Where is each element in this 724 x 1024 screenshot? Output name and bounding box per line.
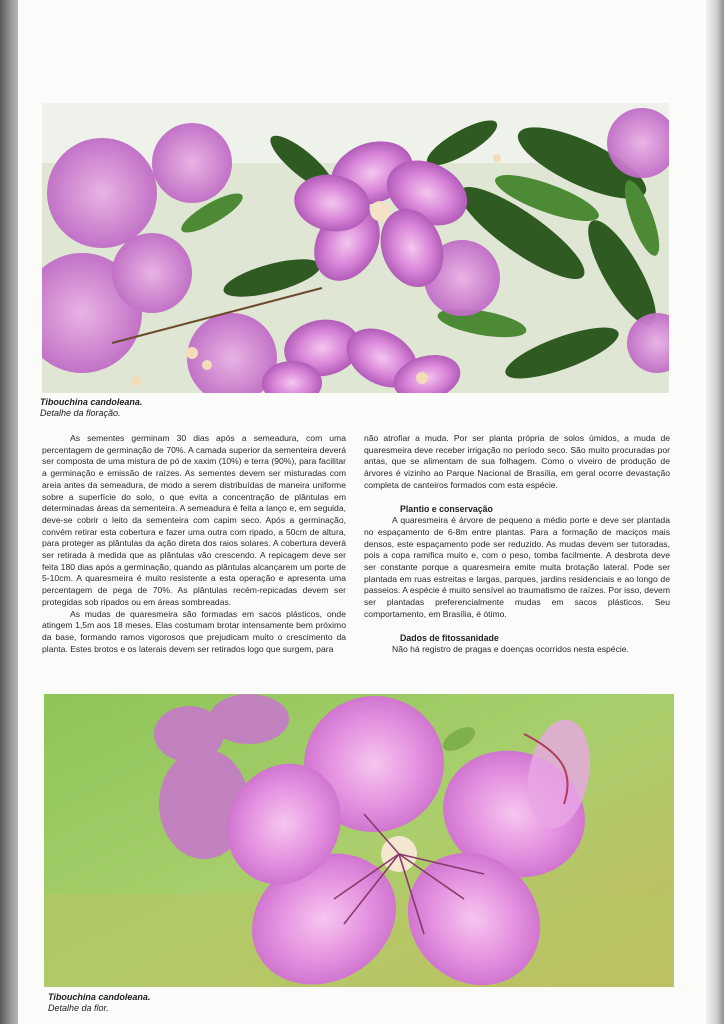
bottom-photo-caption: [48, 992, 150, 1014]
flower-closeup-photo-image: [44, 694, 674, 987]
paragraph: As mudas de quaresmeira são formadas em sacos plásticos, onde atingem 1,5m aos 18 meses. Elas costumam brotar intensamente bem próximo da base, formando ramos vigorosos que prejudicam muito o crescimento da planta. Estes brotos e os laterais devem ser retirados logo que surgem, para: [42, 608, 346, 654]
caption-detail: Detalhe da flor.: [48, 1003, 109, 1013]
paragraph: Não há registro de pragas e doenças ocorridos nesta espécie.: [392, 644, 629, 655]
flower-closeup-photo: [44, 694, 674, 987]
caption-detail: Detalhe da floração.: [40, 408, 121, 418]
caption-species: Tibouchina candoleana.: [48, 992, 151, 1002]
page-edge-shadow: [706, 0, 724, 1024]
paragraph: não atrofiar a muda. Por ser planta própria de solos úmidos, a muda de quaresmeira deve receber irrigação no período seco. São muito procuradas por antas, que se alimentam de sua folhagem. Como o viveiro de produção de árvores é vizinho ao Parque Nacional de Brasília, em geral ocorre devastação completa de canteiros formados com esta espécie.: [364, 433, 670, 490]
caption-species: Tibouchina candoleana.: [40, 397, 143, 407]
paragraph: A quaresmeira é árvore de pequeno a médio porte e deve ser plantada no espaçamento de 6-8m entre plantas. Para a formação de maciços mais densos, este espaçamento pode ser reduzido. As mudas devem ser tutoradas, pois a copa ramifica muito e, com o peso, tomba facilmente. A desbrota deve ser constante porque a quaresmeira emite muita brotação lateral. Pode ser plantada em ruas estreitas e largas, parques, jardins residenciais e ao longo de passeios. A espécie é muito sensível ao traumatismo de raízes. Por isso, devem ser plantadas preferencialmente mudas em sacos plásticos. Seu comportamento, em Brasília, é ótimo.: [364, 515, 670, 619]
section-heading-phytosanitary: Dados de fitossanidade: [400, 632, 499, 643]
left-text-column: [42, 433, 346, 655]
right-text-column: [364, 433, 670, 656]
flowering-photo: [42, 103, 669, 393]
top-photo-caption: [40, 397, 142, 419]
paragraph: As sementes germinam 30 dias após a semeadura, com uma percentagem de germinação de 70%. A camada superior da sementeira deverá ser composta de uma mistura de pó de xaxim (10%) e terra (90%), para facilitar a germinação e emissão de raízes. As sementes devem ser misturadas com areia antes da semeadura, de modo a serem distribuídas de maneira uniforme sobre a superfície do solo, o que evita a concentração de plântulas em determinadas áreas da sementeira. A semeadura é feita a lanço e, em seguida, deve-se cobrir o leito da sementeira com capim seco. Após a germinação, convém retirar esta cobertura e fazer uma outra com ripado, a 50cm de altura, para proteger as plântulas da ação direta dos raios solares. A cobertura deverá ser retirada à medida que as plântulas vão crescendo. A repicagem deve ser feita 180 dias após a germinação, quando as plântulas alcançarem um porte de 5-10cm. A quaresmeira é muito resistente a esta operação e apresenta uma percentagem de pega de 70%. As plântulas recém-repicadas devem ser protegidas sob ripados ou em áreas sombreadas.: [42, 433, 346, 607]
section-heading-planting: Plantio e conservação: [400, 503, 493, 514]
flowering-photo-image: [42, 103, 669, 393]
